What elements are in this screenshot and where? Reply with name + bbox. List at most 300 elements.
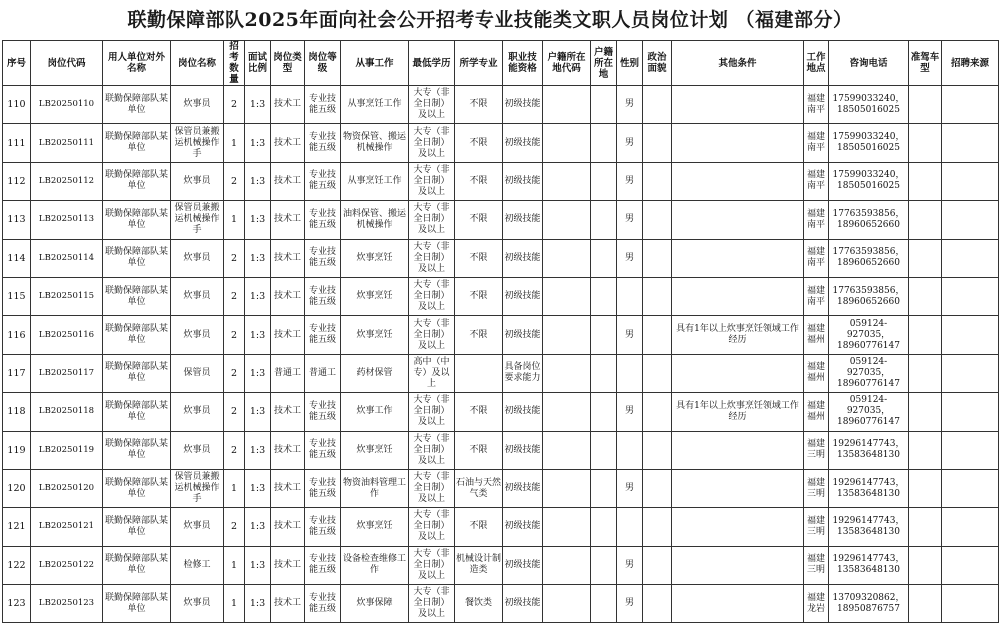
cell-political-status bbox=[643, 508, 672, 546]
cell-quota: 2 bbox=[224, 316, 245, 354]
cell-seq: 112 bbox=[3, 162, 31, 200]
cell-hukou-code bbox=[543, 354, 591, 392]
cell-recruit-source bbox=[942, 585, 999, 623]
cell-contact-phone: 059124-927035，18960776147 bbox=[829, 354, 909, 392]
cell-work-location: 福建南平 bbox=[804, 201, 829, 239]
cell-interview-ratio: 1:3 bbox=[245, 431, 271, 469]
cell-min-education: 大专（非全日制）及以上 bbox=[409, 162, 455, 200]
cell-hukou-location bbox=[591, 239, 617, 277]
cell-contact-phone: 17763593856，18960652660 bbox=[829, 201, 909, 239]
table-row bbox=[3, 585, 999, 623]
cell-position-name: 保管员兼搬运机械操作手 bbox=[171, 469, 224, 507]
cell-seq: 113 bbox=[3, 201, 31, 239]
cell-position-name: 保管员兼搬运机械操作手 bbox=[171, 124, 224, 162]
cell-contact-phone: 059124-927035，18960776147 bbox=[829, 393, 909, 431]
cell-seq: 121 bbox=[3, 508, 31, 546]
cell-major: 不限 bbox=[455, 239, 503, 277]
table-row bbox=[3, 546, 999, 584]
cell-hukou-code bbox=[543, 393, 591, 431]
cell-license-type bbox=[909, 354, 942, 392]
header-position-type: 岗位类型 bbox=[271, 41, 305, 86]
cell-hukou-location bbox=[591, 316, 617, 354]
cell-recruit-source bbox=[942, 431, 999, 469]
cell-major: 不限 bbox=[455, 201, 503, 239]
cell-skill-qualification: 具备岗位要求能力 bbox=[503, 354, 543, 392]
cell-interview-ratio: 1:3 bbox=[245, 354, 271, 392]
cell-position-name: 保管员兼搬运机械操作手 bbox=[171, 201, 224, 239]
cell-skill-qualification: 初级技能 bbox=[503, 546, 543, 584]
cell-interview-ratio: 1:3 bbox=[245, 277, 271, 315]
cell-quota: 2 bbox=[224, 239, 245, 277]
header-gender: 性别 bbox=[617, 41, 643, 86]
cell-recruit-source bbox=[942, 316, 999, 354]
cell-work-location: 福建南平 bbox=[804, 239, 829, 277]
cell-contact-phone: 17763593856，18960652660 bbox=[829, 239, 909, 277]
cell-position-code: LB20250110 bbox=[31, 86, 103, 124]
cell-position-code: LB20250114 bbox=[31, 239, 103, 277]
cell-position-level: 专业技能五级 bbox=[305, 546, 341, 584]
cell-political-status bbox=[643, 277, 672, 315]
cell-position-code: LB20250113 bbox=[31, 201, 103, 239]
table-row bbox=[3, 162, 999, 200]
cell-contact-phone: 13709320862，18950876757 bbox=[829, 585, 909, 623]
cell-min-education: 大专（非全日制）及以上 bbox=[409, 585, 455, 623]
cell-skill-qualification: 初级技能 bbox=[503, 585, 543, 623]
cell-job-duty: 炊事烹饪 bbox=[341, 239, 409, 277]
cell-quota: 1 bbox=[224, 546, 245, 584]
cell-position-type: 技术工 bbox=[271, 86, 305, 124]
cell-employer: 联勤保障部队某单位 bbox=[103, 124, 171, 162]
cell-license-type bbox=[909, 546, 942, 584]
cell-job-duty: 炊事烹饪 bbox=[341, 508, 409, 546]
cell-interview-ratio: 1:3 bbox=[245, 239, 271, 277]
cell-gender: 男 bbox=[617, 585, 643, 623]
cell-seq: 122 bbox=[3, 546, 31, 584]
cell-work-location: 福建南平 bbox=[804, 86, 829, 124]
cell-position-level: 专业技能五级 bbox=[305, 239, 341, 277]
cell-other-conditions: 具有1年以上炊事烹饪领域工作经历 bbox=[672, 316, 804, 354]
cell-min-education: 大专（非全日制）及以上 bbox=[409, 124, 455, 162]
cell-interview-ratio: 1:3 bbox=[245, 316, 271, 354]
cell-contact-phone: 17599033240，18505016025 bbox=[829, 124, 909, 162]
cell-work-location: 福建三明 bbox=[804, 508, 829, 546]
cell-quota: 2 bbox=[224, 393, 245, 431]
cell-position-level: 专业技能五级 bbox=[305, 316, 341, 354]
cell-political-status bbox=[643, 393, 672, 431]
cell-min-education: 大专（非全日制）及以上 bbox=[409, 431, 455, 469]
cell-position-type: 技术工 bbox=[271, 277, 305, 315]
cell-job-duty: 油料保管、搬运机械操作 bbox=[341, 201, 409, 239]
cell-hukou-code bbox=[543, 508, 591, 546]
cell-political-status bbox=[643, 239, 672, 277]
cell-position-name: 炊事员 bbox=[171, 585, 224, 623]
cell-hukou-code bbox=[543, 469, 591, 507]
header-license-type: 准驾车型 bbox=[909, 41, 942, 86]
table-row bbox=[3, 469, 999, 507]
cell-position-name: 检修工 bbox=[171, 546, 224, 584]
cell-position-level: 专业技能五级 bbox=[305, 277, 341, 315]
table-row bbox=[3, 354, 999, 392]
cell-hukou-code bbox=[543, 86, 591, 124]
cell-work-location: 福建福州 bbox=[804, 393, 829, 431]
cell-interview-ratio: 1:3 bbox=[245, 162, 271, 200]
cell-position-code: LB20250122 bbox=[31, 546, 103, 584]
cell-recruit-source bbox=[942, 162, 999, 200]
cell-license-type bbox=[909, 316, 942, 354]
cell-gender bbox=[617, 354, 643, 392]
cell-recruit-source bbox=[942, 546, 999, 584]
table-row bbox=[3, 508, 999, 546]
cell-recruit-source bbox=[942, 86, 999, 124]
cell-position-level: 专业技能五级 bbox=[305, 508, 341, 546]
cell-quota: 2 bbox=[224, 162, 245, 200]
table-row bbox=[3, 431, 999, 469]
cell-position-type: 技术工 bbox=[271, 469, 305, 507]
cell-gender: 男 bbox=[617, 393, 643, 431]
cell-hukou-code bbox=[543, 277, 591, 315]
header-position-level: 岗位等级 bbox=[305, 41, 341, 86]
cell-skill-qualification: 初级技能 bbox=[503, 316, 543, 354]
cell-other-conditions bbox=[672, 585, 804, 623]
cell-position-level: 专业技能五级 bbox=[305, 162, 341, 200]
cell-position-name: 炊事员 bbox=[171, 162, 224, 200]
cell-position-name: 炊事员 bbox=[171, 277, 224, 315]
table-row bbox=[3, 124, 999, 162]
cell-work-location: 福建福州 bbox=[804, 316, 829, 354]
cell-seq: 118 bbox=[3, 393, 31, 431]
cell-recruit-source bbox=[942, 469, 999, 507]
cell-license-type bbox=[909, 162, 942, 200]
cell-skill-qualification: 初级技能 bbox=[503, 508, 543, 546]
cell-seq: 111 bbox=[3, 124, 31, 162]
cell-major: 不限 bbox=[455, 162, 503, 200]
cell-contact-phone: 17763593856，18960652660 bbox=[829, 277, 909, 315]
cell-position-code: LB20250112 bbox=[31, 162, 103, 200]
cell-position-code: LB20250117 bbox=[31, 354, 103, 392]
cell-political-status bbox=[643, 124, 672, 162]
cell-min-education: 大专（非全日制）及以上 bbox=[409, 86, 455, 124]
cell-employer: 联勤保障部队某单位 bbox=[103, 162, 171, 200]
cell-position-code: LB20250116 bbox=[31, 316, 103, 354]
cell-recruit-source bbox=[942, 508, 999, 546]
cell-hukou-location bbox=[591, 162, 617, 200]
cell-gender bbox=[617, 431, 643, 469]
cell-recruit-source bbox=[942, 393, 999, 431]
cell-gender: 男 bbox=[617, 162, 643, 200]
cell-skill-qualification: 初级技能 bbox=[503, 86, 543, 124]
cell-political-status bbox=[643, 162, 672, 200]
header-recruit-source: 招聘来源 bbox=[942, 41, 999, 86]
cell-major: 不限 bbox=[455, 431, 503, 469]
cell-seq: 115 bbox=[3, 277, 31, 315]
cell-political-status bbox=[643, 546, 672, 584]
header-political-status: 政治面貌 bbox=[643, 41, 672, 86]
cell-interview-ratio: 1:3 bbox=[245, 585, 271, 623]
cell-interview-ratio: 1:3 bbox=[245, 546, 271, 584]
cell-major: 不限 bbox=[455, 508, 503, 546]
cell-gender: 男 bbox=[617, 469, 643, 507]
cell-license-type bbox=[909, 239, 942, 277]
cell-hukou-location bbox=[591, 124, 617, 162]
cell-position-type: 技术工 bbox=[271, 316, 305, 354]
header-hukou-location: 户籍所在地 bbox=[591, 41, 617, 86]
cell-hukou-location bbox=[591, 508, 617, 546]
cell-major bbox=[455, 354, 503, 392]
cell-major: 不限 bbox=[455, 86, 503, 124]
cell-position-level: 专业技能五级 bbox=[305, 431, 341, 469]
cell-license-type bbox=[909, 508, 942, 546]
cell-position-type: 技术工 bbox=[271, 508, 305, 546]
cell-position-name: 炊事员 bbox=[171, 239, 224, 277]
cell-min-education: 大专（非全日制）及以上 bbox=[409, 546, 455, 584]
cell-min-education: 大专（非全日制）及以上 bbox=[409, 393, 455, 431]
cell-gender: 男 bbox=[617, 201, 643, 239]
cell-position-type: 技术工 bbox=[271, 431, 305, 469]
cell-job-duty: 物资保管、搬运机械操作 bbox=[341, 124, 409, 162]
cell-other-conditions bbox=[672, 239, 804, 277]
cell-job-duty: 从事烹饪工作 bbox=[341, 162, 409, 200]
cell-interview-ratio: 1:3 bbox=[245, 393, 271, 431]
table-row bbox=[3, 277, 999, 315]
cell-contact-phone: 17599033240，18505016025 bbox=[829, 162, 909, 200]
table-row bbox=[3, 86, 999, 124]
cell-other-conditions bbox=[672, 124, 804, 162]
cell-major: 不限 bbox=[455, 124, 503, 162]
cell-contact-phone: 17599033240，18505016025 bbox=[829, 86, 909, 124]
cell-major: 机械设计制造类 bbox=[455, 546, 503, 584]
cell-interview-ratio: 1:3 bbox=[245, 201, 271, 239]
table-row bbox=[3, 201, 999, 239]
cell-political-status bbox=[643, 431, 672, 469]
cell-position-name: 炊事员 bbox=[171, 393, 224, 431]
cell-skill-qualification: 初级技能 bbox=[503, 201, 543, 239]
cell-job-duty: 设备检查维修工作 bbox=[341, 546, 409, 584]
cell-interview-ratio: 1:3 bbox=[245, 86, 271, 124]
cell-license-type bbox=[909, 469, 942, 507]
document-title: 联勤保障部队2025年面向社会公开招考专业技能类文职人员岗位计划 （福建部分） bbox=[127, 9, 853, 31]
cell-quota: 1 bbox=[224, 585, 245, 623]
cell-quota: 1 bbox=[224, 124, 245, 162]
cell-job-duty: 炊事工作 bbox=[341, 393, 409, 431]
header-position-name: 岗位名称 bbox=[171, 41, 224, 86]
cell-hukou-code bbox=[543, 162, 591, 200]
cell-other-conditions bbox=[672, 86, 804, 124]
cell-other-conditions bbox=[672, 546, 804, 584]
cell-recruit-source bbox=[942, 201, 999, 239]
cell-min-education: 大专（非全日制）及以上 bbox=[409, 201, 455, 239]
cell-position-code: LB20250121 bbox=[31, 508, 103, 546]
cell-hukou-location bbox=[591, 393, 617, 431]
cell-political-status bbox=[643, 316, 672, 354]
cell-major: 不限 bbox=[455, 277, 503, 315]
cell-work-location: 福建南平 bbox=[804, 162, 829, 200]
cell-contact-phone: 059124-927035，18960776147 bbox=[829, 316, 909, 354]
cell-employer: 联勤保障部队某单位 bbox=[103, 316, 171, 354]
cell-job-duty: 药材保管 bbox=[341, 354, 409, 392]
cell-position-type: 技术工 bbox=[271, 162, 305, 200]
cell-skill-qualification: 初级技能 bbox=[503, 124, 543, 162]
cell-position-level: 专业技能五级 bbox=[305, 124, 341, 162]
cell-political-status bbox=[643, 469, 672, 507]
header-hukou-code: 户籍所在地代码 bbox=[543, 41, 591, 86]
header-contact-phone: 咨询电话 bbox=[829, 41, 909, 86]
cell-employer: 联勤保障部队某单位 bbox=[103, 86, 171, 124]
cell-hukou-code bbox=[543, 316, 591, 354]
cell-employer: 联勤保障部队某单位 bbox=[103, 585, 171, 623]
header-position-code: 岗位代码 bbox=[31, 41, 103, 86]
cell-position-type: 技术工 bbox=[271, 585, 305, 623]
cell-license-type bbox=[909, 393, 942, 431]
cell-license-type bbox=[909, 124, 942, 162]
cell-interview-ratio: 1:3 bbox=[245, 469, 271, 507]
cell-other-conditions bbox=[672, 354, 804, 392]
cell-quota: 2 bbox=[224, 277, 245, 315]
cell-skill-qualification: 初级技能 bbox=[503, 393, 543, 431]
cell-seq: 120 bbox=[3, 469, 31, 507]
cell-skill-qualification: 初级技能 bbox=[503, 162, 543, 200]
cell-hukou-code bbox=[543, 201, 591, 239]
cell-position-name: 炊事员 bbox=[171, 86, 224, 124]
cell-other-conditions: 具有1年以上炊事烹饪领域工作经历 bbox=[672, 393, 804, 431]
header-interview-ratio: 面试比例 bbox=[245, 41, 271, 86]
cell-job-duty: 炊事烹饪 bbox=[341, 316, 409, 354]
cell-political-status bbox=[643, 86, 672, 124]
cell-skill-qualification: 初级技能 bbox=[503, 431, 543, 469]
cell-work-location: 福建三明 bbox=[804, 469, 829, 507]
cell-position-name: 炊事员 bbox=[171, 316, 224, 354]
header-other-conditions: 其他条件 bbox=[672, 41, 804, 86]
cell-major: 石油与天然气类 bbox=[455, 469, 503, 507]
cell-seq: 123 bbox=[3, 585, 31, 623]
cell-position-type: 技术工 bbox=[271, 546, 305, 584]
cell-seq: 119 bbox=[3, 431, 31, 469]
cell-skill-qualification: 初级技能 bbox=[503, 277, 543, 315]
cell-recruit-source bbox=[942, 239, 999, 277]
cell-hukou-location bbox=[591, 277, 617, 315]
cell-work-location: 福建南平 bbox=[804, 124, 829, 162]
cell-employer: 联勤保障部队某单位 bbox=[103, 354, 171, 392]
cell-work-location: 福建三明 bbox=[804, 431, 829, 469]
cell-position-code: LB20250123 bbox=[31, 585, 103, 623]
table-row bbox=[3, 393, 999, 431]
cell-employer: 联勤保障部队某单位 bbox=[103, 393, 171, 431]
cell-major: 不限 bbox=[455, 316, 503, 354]
cell-hukou-location bbox=[591, 546, 617, 584]
header-seq: 序号 bbox=[3, 41, 31, 86]
cell-position-level: 专业技能五级 bbox=[305, 469, 341, 507]
cell-quota: 2 bbox=[224, 354, 245, 392]
cell-hukou-location bbox=[591, 86, 617, 124]
cell-contact-phone: 19296147743，13583648130 bbox=[829, 546, 909, 584]
position-plan-table bbox=[2, 40, 999, 623]
cell-other-conditions bbox=[672, 201, 804, 239]
cell-quota: 1 bbox=[224, 469, 245, 507]
cell-min-education: 大专（非全日制）及以上 bbox=[409, 469, 455, 507]
cell-gender bbox=[617, 508, 643, 546]
cell-seq: 116 bbox=[3, 316, 31, 354]
cell-recruit-source bbox=[942, 277, 999, 315]
header-work-location: 工作地点 bbox=[804, 41, 829, 86]
cell-other-conditions bbox=[672, 469, 804, 507]
cell-political-status bbox=[643, 585, 672, 623]
cell-hukou-location bbox=[591, 354, 617, 392]
cell-skill-qualification: 初级技能 bbox=[503, 469, 543, 507]
cell-recruit-source bbox=[942, 354, 999, 392]
cell-position-name: 保管员 bbox=[171, 354, 224, 392]
cell-position-code: LB20250118 bbox=[31, 393, 103, 431]
cell-seq: 117 bbox=[3, 354, 31, 392]
table-row bbox=[3, 316, 999, 354]
cell-min-education: 大专（非全日制）及以上 bbox=[409, 239, 455, 277]
cell-license-type bbox=[909, 277, 942, 315]
cell-work-location: 福建福州 bbox=[804, 354, 829, 392]
header-quota: 招考数量 bbox=[224, 41, 245, 86]
cell-min-education: 大专（非全日制）及以上 bbox=[409, 508, 455, 546]
cell-hukou-code bbox=[543, 546, 591, 584]
cell-gender: 男 bbox=[617, 124, 643, 162]
cell-political-status bbox=[643, 354, 672, 392]
cell-gender: 男 bbox=[617, 546, 643, 584]
cell-political-status bbox=[643, 201, 672, 239]
cell-job-duty: 炊事烹饪 bbox=[341, 431, 409, 469]
cell-recruit-source bbox=[942, 124, 999, 162]
cell-position-level: 专业技能五级 bbox=[305, 585, 341, 623]
cell-employer: 联勤保障部队某单位 bbox=[103, 277, 171, 315]
cell-license-type bbox=[909, 201, 942, 239]
cell-quota: 1 bbox=[224, 201, 245, 239]
cell-work-location: 福建南平 bbox=[804, 277, 829, 315]
cell-min-education: 大专（非全日制）及以上 bbox=[409, 277, 455, 315]
cell-gender bbox=[617, 277, 643, 315]
cell-skill-qualification: 初级技能 bbox=[503, 239, 543, 277]
header-job-duty: 从事工作 bbox=[341, 41, 409, 86]
cell-hukou-code bbox=[543, 431, 591, 469]
cell-employer: 联勤保障部队某单位 bbox=[103, 239, 171, 277]
cell-work-location: 福建三明 bbox=[804, 546, 829, 584]
header-major: 所学专业 bbox=[455, 41, 503, 86]
cell-position-type: 技术工 bbox=[271, 393, 305, 431]
cell-job-duty: 物资油料管理工作 bbox=[341, 469, 409, 507]
cell-contact-phone: 19296147743，13583648130 bbox=[829, 508, 909, 546]
cell-other-conditions bbox=[672, 508, 804, 546]
cell-hukou-code bbox=[543, 124, 591, 162]
cell-gender: 男 bbox=[617, 239, 643, 277]
header-skill-qualification: 职业技能资格 bbox=[503, 41, 543, 86]
cell-other-conditions bbox=[672, 162, 804, 200]
cell-position-code: LB20250111 bbox=[31, 124, 103, 162]
cell-seq: 114 bbox=[3, 239, 31, 277]
cell-other-conditions bbox=[672, 431, 804, 469]
cell-job-duty: 炊事烹饪 bbox=[341, 277, 409, 315]
cell-hukou-location bbox=[591, 469, 617, 507]
cell-position-code: LB20250120 bbox=[31, 469, 103, 507]
cell-employer: 联勤保障部队某单位 bbox=[103, 546, 171, 584]
cell-position-code: LB20250115 bbox=[31, 277, 103, 315]
cell-position-type: 技术工 bbox=[271, 201, 305, 239]
cell-job-duty: 从事烹饪工作 bbox=[341, 86, 409, 124]
cell-hukou-location bbox=[591, 431, 617, 469]
cell-seq: 110 bbox=[3, 86, 31, 124]
cell-quota: 2 bbox=[224, 431, 245, 469]
cell-major: 餐饮类 bbox=[455, 585, 503, 623]
cell-quota: 2 bbox=[224, 508, 245, 546]
cell-position-type: 技术工 bbox=[271, 124, 305, 162]
cell-contact-phone: 19296147743，13583648130 bbox=[829, 431, 909, 469]
cell-employer: 联勤保障部队某单位 bbox=[103, 508, 171, 546]
cell-gender: 男 bbox=[617, 316, 643, 354]
table-header-row bbox=[3, 41, 999, 86]
cell-position-type: 技术工 bbox=[271, 239, 305, 277]
